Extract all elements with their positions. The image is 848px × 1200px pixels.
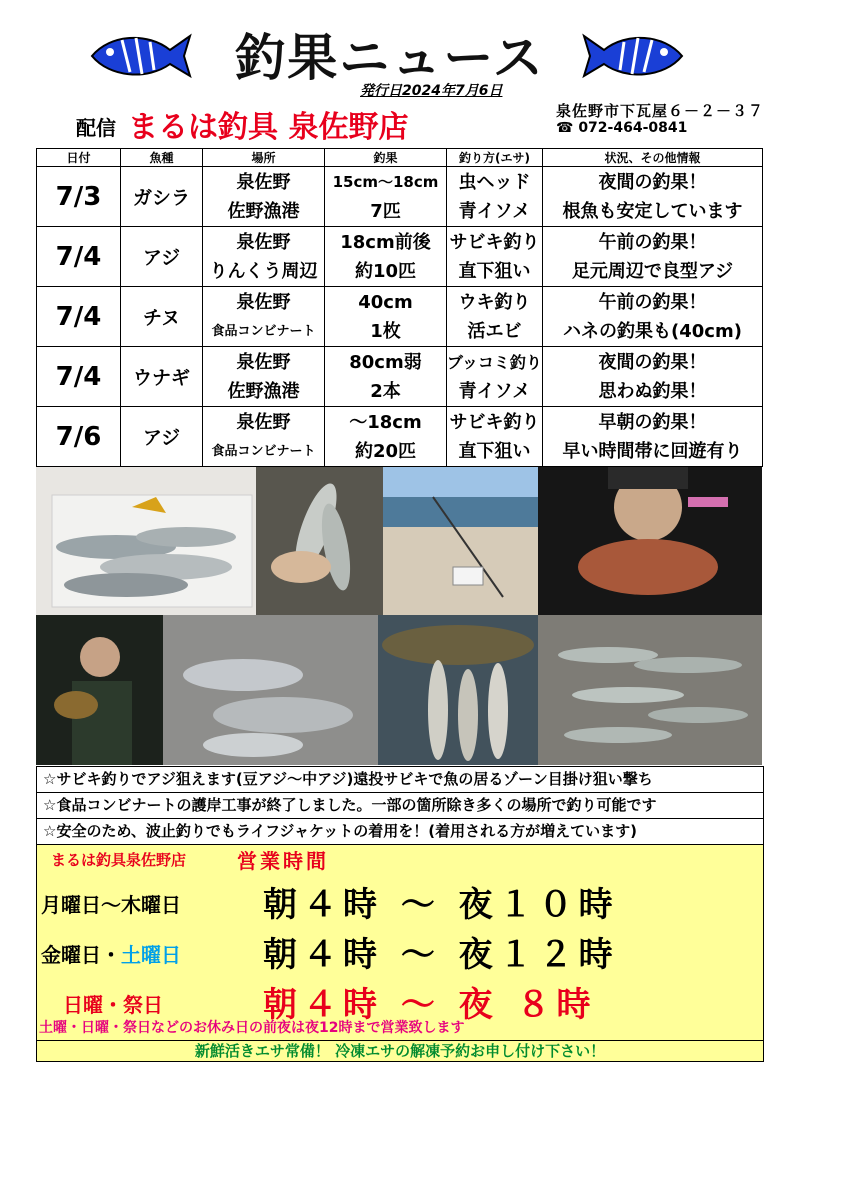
method-line: 直下狙い xyxy=(458,440,531,462)
result-line: 1枚 xyxy=(370,320,401,342)
hours-fri-sat-label xyxy=(41,939,181,968)
info-line: 根魚も安定しています xyxy=(562,200,743,222)
method-line: ウキ釣り xyxy=(458,291,531,313)
method-line: 虫ヘッド xyxy=(458,171,531,193)
header-method: 釣り方(エサ) xyxy=(447,149,543,167)
catch-table xyxy=(36,148,763,467)
distributor-label: 配信 xyxy=(76,116,116,140)
photo-eel-bucket xyxy=(378,615,538,765)
header-place: 場所 xyxy=(203,149,325,167)
table-row xyxy=(37,347,763,407)
hours-weekday-time: 朝４時 ～ 夜１０時 xyxy=(263,885,619,925)
header-date: 日付 xyxy=(37,149,121,167)
shop-phone: ☎ 072-464-0841 xyxy=(556,120,688,136)
row-method xyxy=(447,167,543,227)
row-date: 7/6 xyxy=(37,407,121,467)
info-line: 午前の釣果！ xyxy=(598,231,707,253)
info-line: 午前の釣果！ xyxy=(598,291,707,313)
fish-logo-left-icon xyxy=(86,28,196,83)
note-line: ☆サビキ釣りでアジ狙えます(豆アジ～中アジ)遠投サビキで魚の居るゾーン目掛け狙い撃ち xyxy=(43,770,653,788)
saturday-label: 土曜日 xyxy=(121,943,181,967)
method-line: 青イソメ xyxy=(458,200,531,222)
row-result xyxy=(325,227,447,287)
header-info: 状況、その他情報 xyxy=(543,149,763,167)
row-place xyxy=(203,287,325,347)
method-line: 青イソメ xyxy=(458,380,531,402)
row-info xyxy=(543,347,763,407)
row-result xyxy=(325,167,447,227)
place-line: りんくう周辺 xyxy=(209,260,318,282)
photo-aji-row xyxy=(538,615,762,765)
info-line: 夜間の釣果！ xyxy=(598,171,707,193)
place-line: 泉佐野 xyxy=(236,411,291,433)
result-line: 2本 xyxy=(370,380,401,402)
place-line: 佐野漁港 xyxy=(227,380,300,402)
place-line: 佐野漁港 xyxy=(227,200,300,222)
method-line: サビキ釣り xyxy=(449,231,540,253)
header-species: 魚種 xyxy=(121,149,203,167)
row-species: アジ xyxy=(121,227,203,287)
row-species: ウナギ xyxy=(121,347,203,407)
result-line: 80cm弱 xyxy=(349,351,422,373)
place-line: 食品コンビナート xyxy=(211,443,316,459)
bait-notice: 新鮮活きエサ常備！ 冷凍エサの解凍予約お申し付け下さい！ xyxy=(37,1040,763,1061)
row-date: 7/3 xyxy=(37,167,121,227)
row-date: 7/4 xyxy=(37,227,121,287)
note-line: ☆安全のため、波止釣りでもライフジャケットの着用を！(着用される方が増えています) xyxy=(37,818,763,844)
photo-beach-rod xyxy=(383,467,538,615)
photo-night-angler xyxy=(36,615,163,765)
hours-sun-holiday-time: 朝４時 ～ 夜 ８時 xyxy=(263,985,597,1025)
method-line: サビキ釣り xyxy=(449,411,540,433)
place-line: 食品コンビナート xyxy=(211,323,316,339)
hours-note: 土曜・日曜・祭日などのお休み日の前夜は夜12時まで営業致します xyxy=(39,1020,465,1036)
table-header-row xyxy=(37,149,763,167)
row-info xyxy=(543,167,763,227)
result-line: 18cm前後 xyxy=(340,231,431,253)
hours-heading: 営業時間 xyxy=(237,849,329,873)
business-hours-box xyxy=(36,844,764,1062)
shop-address: 泉佐野市下瓦屋６－２－３７ xyxy=(556,102,765,120)
result-line: 40cm xyxy=(358,291,413,313)
row-date: 7/4 xyxy=(37,287,121,347)
place-line: 泉佐野 xyxy=(236,171,291,193)
photo-aji-hand xyxy=(256,467,383,615)
hours-shop-name: まるは釣具泉佐野店 xyxy=(51,851,187,869)
row-method xyxy=(447,407,543,467)
hours-sun-holiday-label: 日曜・祭日 xyxy=(63,993,163,1017)
method-line: ブッコミ釣り xyxy=(447,352,542,372)
row-place xyxy=(203,407,325,467)
place-line: 泉佐野 xyxy=(236,351,291,373)
row-species: チヌ xyxy=(121,287,203,347)
notes-box xyxy=(36,766,764,845)
info-line: 早い時間帯に回遊有り xyxy=(562,440,743,462)
method-line: 活エビ xyxy=(467,320,522,342)
row-method xyxy=(447,347,543,407)
header-result: 釣果 xyxy=(325,149,447,167)
info-line: 夜間の釣果！ xyxy=(598,351,707,373)
row-result xyxy=(325,347,447,407)
row-date: 7/4 xyxy=(37,347,121,407)
hours-fri-sat-time: 朝４時 ～ 夜１２時 xyxy=(263,935,619,975)
row-result xyxy=(325,287,447,347)
fish-logo-right-icon xyxy=(578,28,688,83)
row-species: アジ xyxy=(121,407,203,467)
note-line: ☆食品コンビナートの護岸工事が終了しました。一部の箇所除き多くの場所で釣り可能です xyxy=(37,792,763,818)
photo-night-gashira xyxy=(538,467,762,615)
row-info xyxy=(543,407,763,467)
photo-chinu-ground xyxy=(163,615,378,765)
info-line: 思わぬ釣果！ xyxy=(598,380,707,402)
table-row xyxy=(37,227,763,287)
friday-label: 金曜日・ xyxy=(41,943,121,967)
row-method xyxy=(447,287,543,347)
row-place xyxy=(203,347,325,407)
result-line: ～18cm xyxy=(349,411,422,433)
table-row xyxy=(37,167,763,227)
method-line: 直下狙い xyxy=(458,260,531,282)
shop-name: まるは釣具 泉佐野店 xyxy=(128,110,409,145)
info-line: 足元周辺で良型アジ xyxy=(571,260,734,282)
place-line: 泉佐野 xyxy=(236,291,291,313)
result-line: 約10匹 xyxy=(354,260,417,282)
table-row xyxy=(37,287,763,347)
row-place xyxy=(203,167,325,227)
result-line: 7匹 xyxy=(370,200,401,222)
row-info xyxy=(543,227,763,287)
info-line: ハネの釣果も(40cm) xyxy=(563,320,742,342)
row-method xyxy=(447,227,543,287)
info-line: 早朝の釣果！ xyxy=(598,411,707,433)
place-line: 泉佐野 xyxy=(236,231,291,253)
row-place xyxy=(203,227,325,287)
issue-date: 発行日2024年7月6日 xyxy=(360,83,503,99)
page-title: 釣果ニュース xyxy=(235,29,545,87)
result-line: 約20匹 xyxy=(354,440,417,462)
hours-weekday-label: 月曜日～木曜日 xyxy=(41,893,181,917)
row-result xyxy=(325,407,447,467)
row-species: ガシラ xyxy=(121,167,203,227)
table-row xyxy=(37,407,763,467)
row-info xyxy=(543,287,763,347)
photo-aji-cooler xyxy=(36,467,256,615)
result-line: 15cm～18cm xyxy=(332,172,439,191)
